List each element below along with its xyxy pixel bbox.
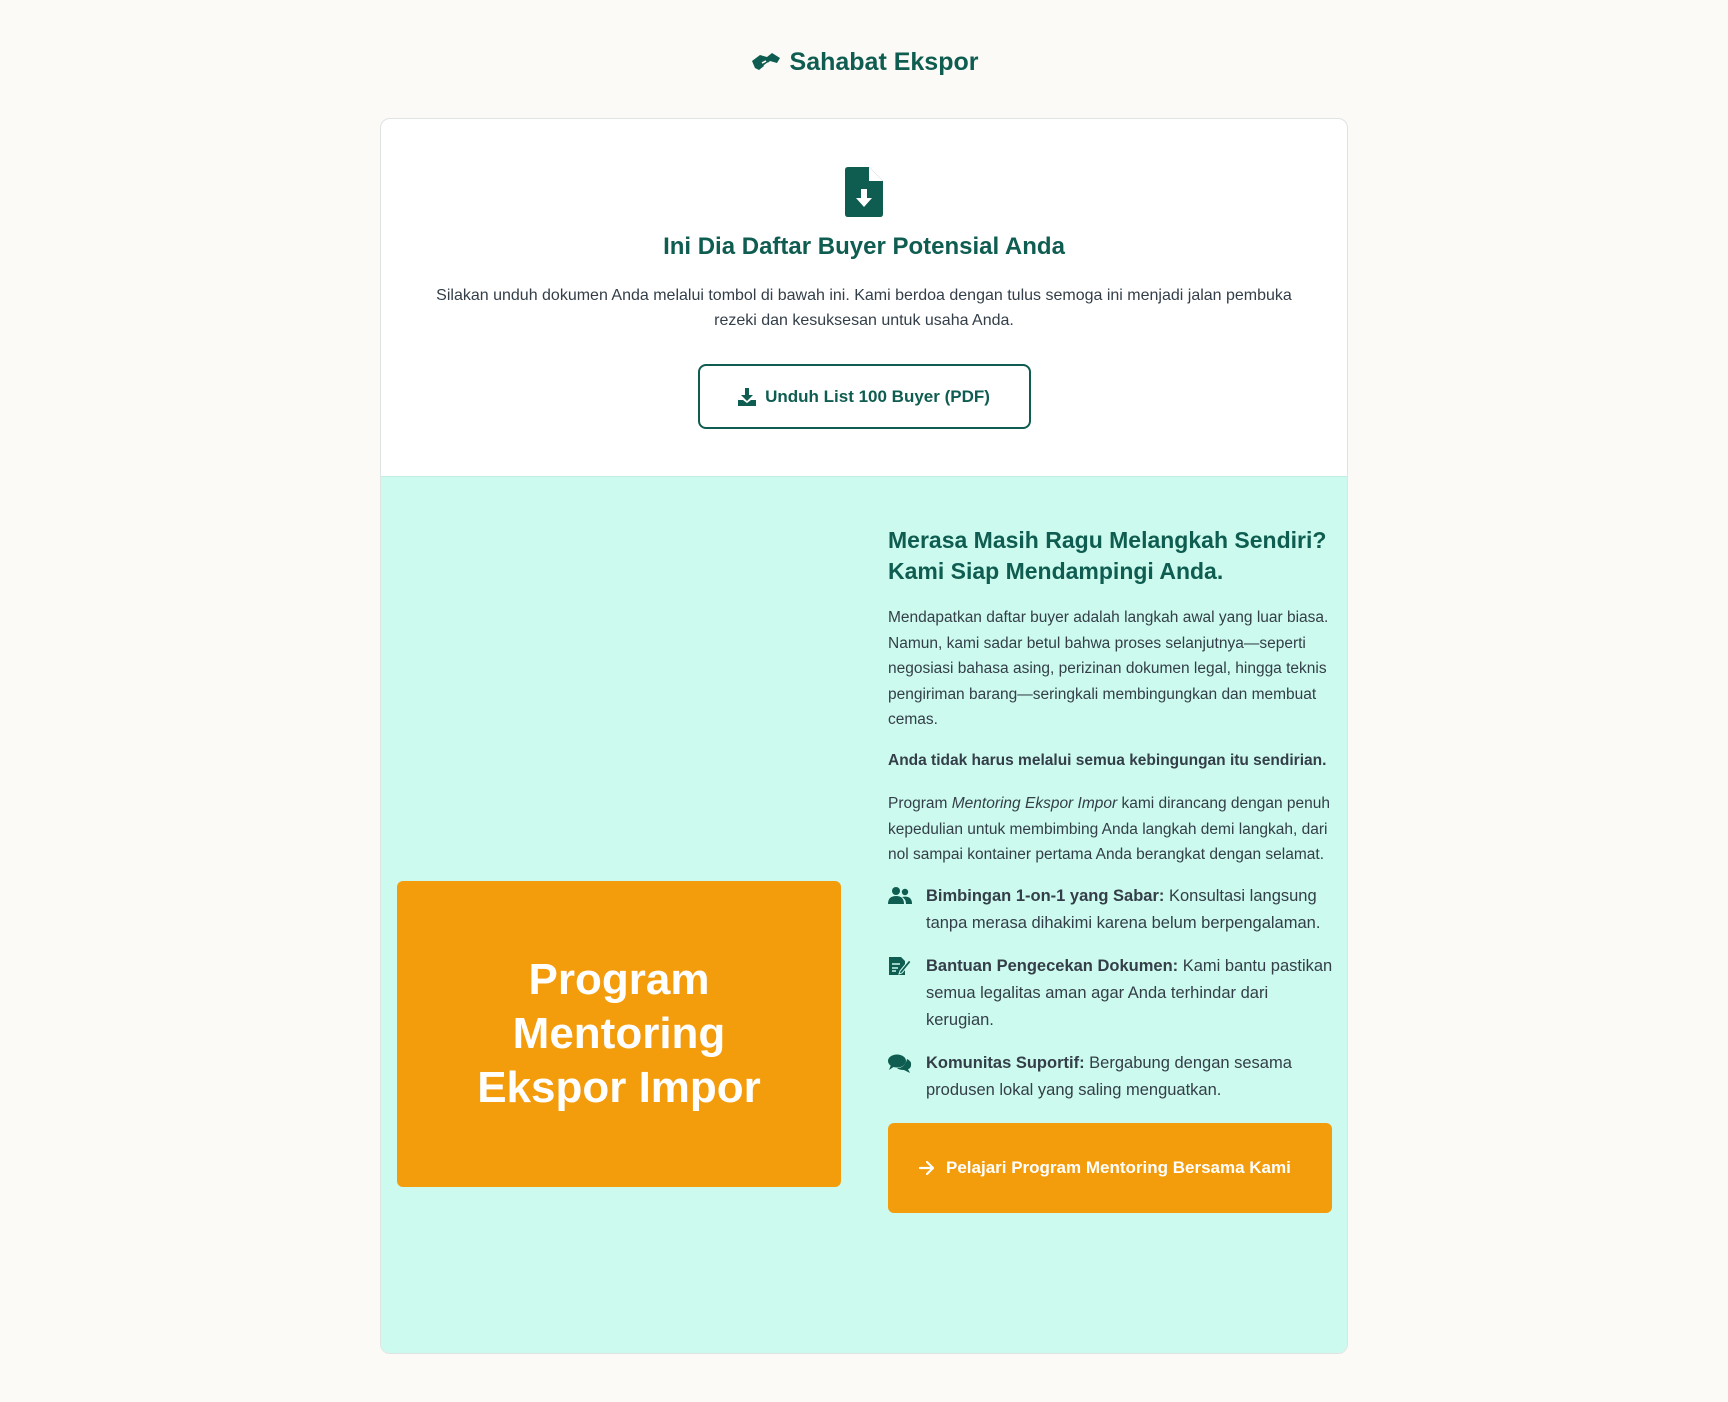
mentoring-promo-banner <box>397 881 841 1187</box>
handshake-icon <box>750 49 782 77</box>
document-edit-icon <box>888 956 912 976</box>
paragraph-3-text: Program <box>888 795 952 812</box>
brand-header[interactable] <box>0 48 1728 77</box>
feature-title: Komunitas Suportif: <box>926 1053 1085 1072</box>
feature-item <box>888 1050 1334 1104</box>
feature-description: Konsultasi langsung tanpa merasa dihakimi karena belum berpengalaman. <box>926 886 1321 932</box>
paragraph-3-text-end: kami dirancang dengan penuh kepedulian untuk membimbing Anda langkah demi langkah, dari nol sampai kontainer pertama Anda berangkat dengan selamat. <box>888 795 1331 863</box>
feature-text <box>926 1050 1334 1104</box>
program-name-emphasis: Mentoring Ekspor Impor <box>951 795 1118 812</box>
download-section <box>381 119 1347 476</box>
download-pdf-button[interactable] <box>698 364 1031 429</box>
download-title: Ini Dia Daftar Buyer Potensial Anda <box>663 233 1065 260</box>
feature-title: Bantuan Pengecekan Dokumen: <box>926 956 1179 975</box>
feature-text <box>926 883 1334 937</box>
feature-description: Kami bantu pastikan semua legalitas aman agar Anda terhindar dari kerugian. <box>926 956 1333 1029</box>
content-card <box>380 118 1348 1354</box>
promo-text: Program Mentoring Ekspor Impor <box>477 955 761 1112</box>
cta-label: Pelajari Program Mentoring Bersama Kami <box>946 1157 1291 1177</box>
mentoring-heading: Merasa Masih Ragu Melangkah Sendiri? Kami Siap Mendampingi Anda. <box>888 527 1327 584</box>
feature-text <box>926 953 1334 1034</box>
mentoring-paragraph-3 <box>888 791 1334 868</box>
download-description: Silakan unduh dokumen Anda melalui tombol di bawah ini. Kami berdoa dengan tulus semoga ini menjadi jalan pembuka rezeki dan kesuksesan untuk usaha Anda. <box>436 287 1292 329</box>
arrow-right-icon <box>918 1159 936 1177</box>
learn-mentoring-button[interactable] <box>888 1123 1332 1213</box>
users-icon <box>888 886 912 906</box>
file-download-icon <box>845 167 883 217</box>
feature-title: Bimbingan 1-on-1 yang Sabar: <box>926 886 1165 905</box>
mentoring-paragraph-1: Mendapatkan daftar buyer adalah langkah awal yang luar biasa. Namun, kami sadar betul bahwa proses selanjutnya—seperti negosiasi bahasa asing, perizinan dokumen legal, hingga teknis pengiriman barang—seringkali membingungkan dan membuat cemas. <box>888 609 1329 728</box>
brand-name: Sahabat Ekspor <box>789 48 979 76</box>
comments-icon <box>888 1053 912 1073</box>
mentoring-content <box>888 525 1334 1213</box>
mentoring-section <box>381 476 1347 1354</box>
feature-item <box>888 883 1334 937</box>
download-icon <box>738 388 756 406</box>
feature-list <box>888 883 1334 1104</box>
feature-item <box>888 953 1334 1034</box>
download-button-label: Unduh List 100 Buyer (PDF) <box>765 386 990 406</box>
mentoring-paragraph-2: Anda tidak harus melalui semua kebingungan itu sendirian. <box>888 751 1327 769</box>
feature-description: Bergabung dengan sesama produsen lokal yang saling menguatkan. <box>926 1053 1292 1099</box>
